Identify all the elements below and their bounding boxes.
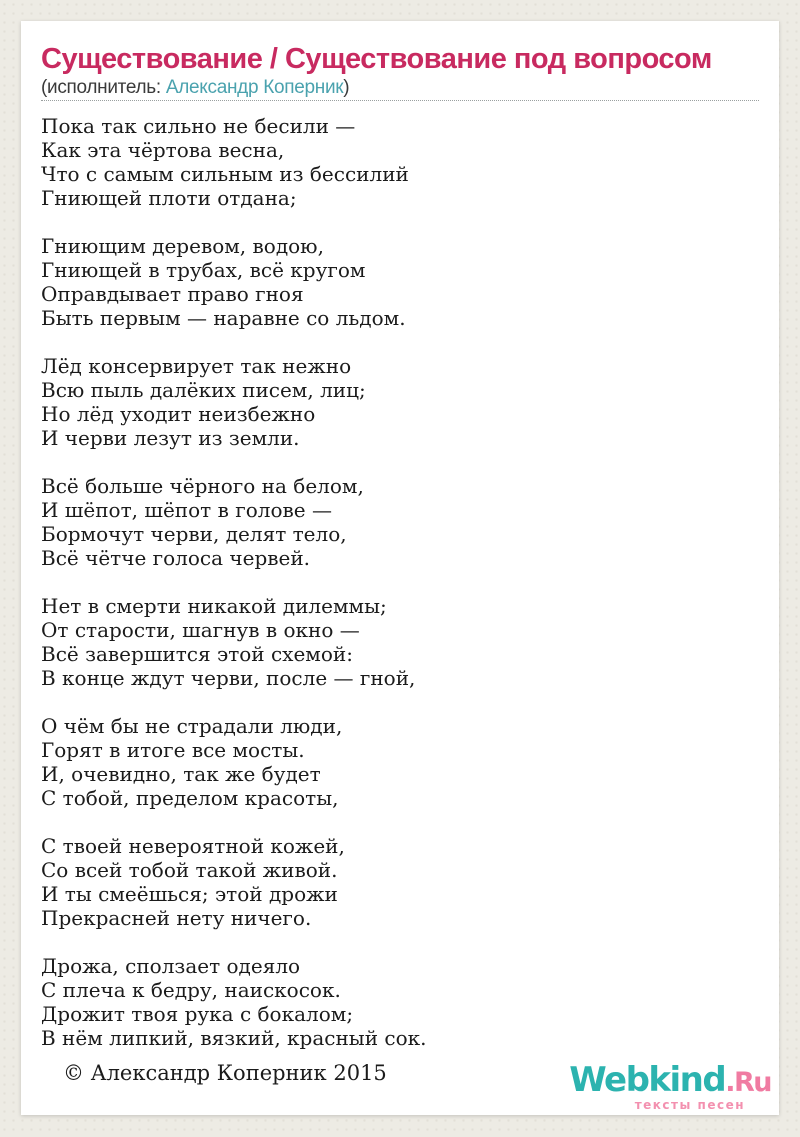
lyric-line: Горят в итоге все мосты.: [41, 738, 305, 762]
lyric-line: Лёд консервирует так нежно: [41, 354, 352, 378]
lyric-line: И шёпот, шёпот в голове —: [41, 498, 332, 522]
lyric-line: С тобой, пределом красоты,: [41, 786, 339, 810]
lyric-line: Нет в смерти никакой дилеммы;: [41, 594, 387, 618]
artist-link[interactable]: Александр Коперник: [165, 77, 344, 98]
stanza: [41, 834, 759, 930]
stanza: [41, 114, 759, 210]
lyric-line: Со всей тобой такой живой.: [41, 858, 338, 882]
lyrics-card: [21, 21, 779, 1115]
lyric-line: Как эта чёртова весна,: [41, 138, 285, 162]
webkind-logo-wordmark: [569, 1060, 771, 1100]
lyric-line: Гниющей в трубах, всё кругом: [41, 258, 366, 282]
lyric-line: От старости, шагнув в окно —: [41, 618, 360, 642]
lyric-line: И ты смеёшься; этой дрожи: [41, 882, 338, 906]
lyric-line: В конце ждут черви, после — гной,: [41, 666, 416, 690]
webkind-logo-tagline: тексты песен: [634, 1098, 745, 1112]
lyric-line: Быть первым — наравне со льдом.: [41, 306, 406, 330]
stanza: [41, 234, 759, 330]
lyric-line: Пока так сильно не бесили —: [41, 114, 356, 138]
stanza: [41, 954, 759, 1050]
lyric-line: Гниющей плоти отдана;: [41, 186, 297, 210]
copyright-line: © Александр Коперник 2015: [63, 1061, 387, 1085]
lyric-line: И, очевидно, так же будет: [41, 762, 321, 786]
lyric-line: Всю пыль далёких писем, лиц;: [41, 378, 366, 402]
lyric-line: О чём бы не страдали люди,: [41, 714, 343, 738]
lyric-line: Но лёд уходит неизбежно: [41, 402, 316, 426]
lyric-line: С твоей невероятной кожей,: [41, 834, 345, 858]
lyric-line: Гниющим деревом, водою,: [41, 234, 324, 258]
lyric-line: С плеча к бедру, наискосок.: [41, 978, 341, 1002]
artist-suffix: ): [343, 77, 350, 98]
lyric-line: Оправдывает право гноя: [41, 282, 304, 306]
lyric-line: Всё завершится этой схемой:: [41, 642, 353, 666]
lyric-line: Что с самым сильным из бессилий: [41, 162, 409, 186]
lyric-line: Дрожит твоя рука с бокалом;: [41, 1002, 354, 1026]
artist-line: [41, 76, 759, 101]
lyric-line: Всё больше чёрного на белом,: [41, 474, 364, 498]
webkind-logo[interactable]: [569, 1060, 771, 1114]
song-title: Существование / Существование под вопросом: [41, 43, 712, 75]
stanza: [41, 474, 759, 570]
stanza: [41, 594, 759, 690]
lyric-line: Всё чётче голоса червей.: [41, 546, 311, 570]
webkind-logo-name: Webkind: [569, 1060, 726, 1100]
lyric-line: Бормочут черви, делят тело,: [41, 522, 347, 546]
stanza: [41, 354, 759, 450]
lyric-line: Прекрасней нету ничего.: [41, 906, 312, 930]
lyric-line: И черви лезут из земли.: [41, 426, 300, 450]
artist-prefix: (исполнитель:: [41, 77, 166, 98]
lyric-line: В нём липкий, вязкий, красный сок.: [41, 1026, 427, 1050]
webkind-logo-tld: .Ru: [725, 1067, 771, 1098]
lyrics: [41, 101, 759, 1050]
lyric-line: Дрожа, сползает одеяло: [41, 954, 301, 978]
stanza: [41, 714, 759, 810]
